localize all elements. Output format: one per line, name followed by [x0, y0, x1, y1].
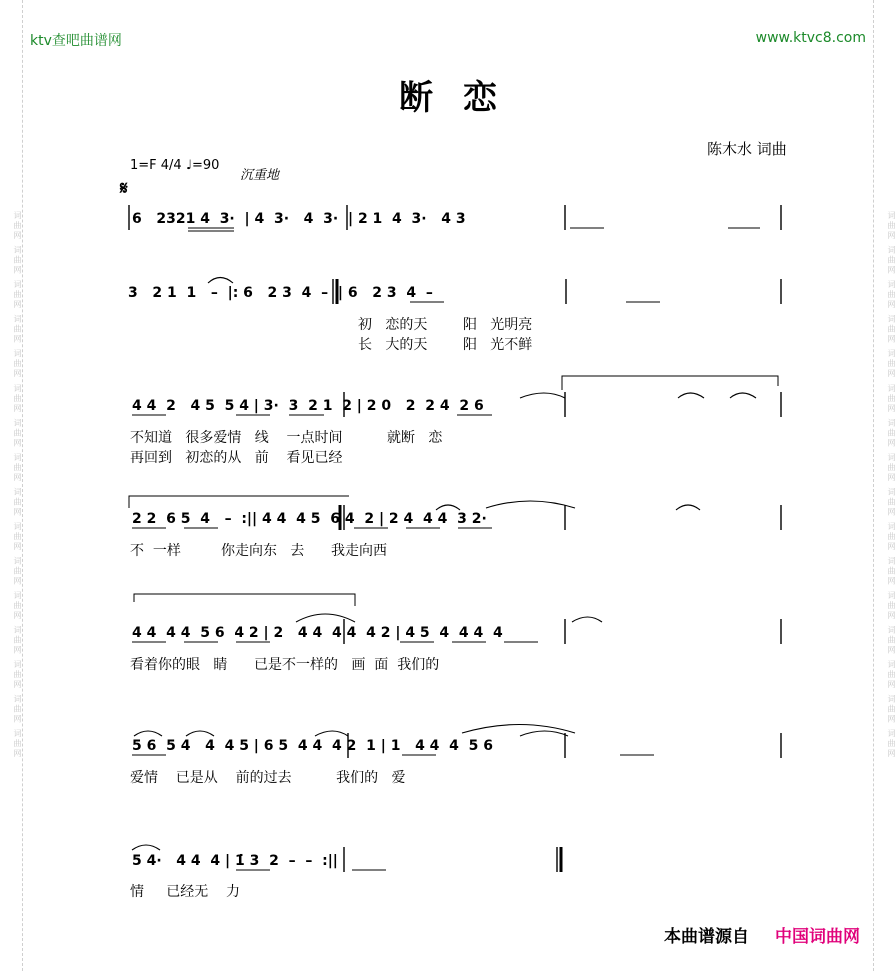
- segno-icon: 𝄋: [120, 178, 128, 199]
- slurs: [132, 278, 756, 851]
- notation-row-2: 3 2 1 1 – |: 6 2 3 4 – | 6 2 3 4 –: [128, 285, 433, 301]
- lyric-row-6: 爱情 已是从 前的过去 我们的 爱: [130, 770, 406, 786]
- lyric-row-2-verse-1: 初 恋的天 阳 光明亮: [358, 317, 533, 333]
- right-watermark-strip: 词曲网 词曲网 词曲网 词曲网 词曲网 词曲网 词曲网 词曲网 词曲网 词曲网 词曲网 词曲网 词曲网 词曲网 词曲网 词曲网: [873, 0, 896, 971]
- lyric-row-3-verse-1: 不知道 很多爱情 线 一点时间 就断 恋: [130, 430, 443, 446]
- lyric-row-2-verse-2: 长 大的天 阳 光不鲜: [358, 337, 533, 353]
- footer-source-label: 本曲谱源自: [664, 927, 749, 947]
- composer-credit: 陈木水 词曲: [707, 140, 787, 158]
- lyric-row-7: 情 已经无 力: [130, 884, 241, 900]
- site-name-left[interactable]: ktv查吧曲谱网: [30, 33, 122, 49]
- left-watermark-strip: 词曲网 词曲网 词曲网 词曲网 词曲网 词曲网 词曲网 词曲网 词曲网 词曲网 词曲网 词曲网 词曲网 词曲网 词曲网 词曲网: [0, 0, 23, 971]
- lyric-row-4: 不 一样 你走向东 去 我走向西: [130, 543, 388, 559]
- site-url-right[interactable]: www.ktvc8.com: [755, 30, 866, 46]
- notation-row-6: 5 6 5 4 4 4 5 | 6 5 4 4 4 2 1 | 1 4 4 4 5 6: [132, 738, 494, 754]
- footer-site-link[interactable]: 中国词曲网: [775, 927, 860, 947]
- lyric-row-3-verse-2: 再回到 初恋的从 前 看见已经: [130, 450, 343, 466]
- key-meter-tempo: 1=F 4/4 ♩=90: [130, 158, 220, 173]
- expression-mark: 沉重地: [240, 168, 280, 183]
- notation-row-5: 4 4 4 4 5 6 4 2 | 2 4 4 4 4 4 2 | 4 5 4 4 4 4: [132, 625, 503, 641]
- notation-row-1: 6 2321 4 3· | 4 3· 4 3· | 2 1 4 3· 4 3: [132, 211, 466, 227]
- notation-row-3: 4 4 2 4 5 5 4 | 3· 3 2 1 2 | 2 0 2 2 4 2 6: [132, 398, 484, 414]
- song-title: 断恋: [399, 78, 527, 118]
- notation-row-4: 2 2 6 5 4 – :|| 4 4 4 5 6 4 2 | 2 4 4 4 3 2·: [132, 511, 487, 527]
- lyric-row-5: 看着你的眼 睛 已是不一样的 画 面 我们的: [130, 657, 440, 673]
- notation-row-7: 5 4· 4 4 4 | 1̇ 3 2 – – :||: [132, 853, 338, 869]
